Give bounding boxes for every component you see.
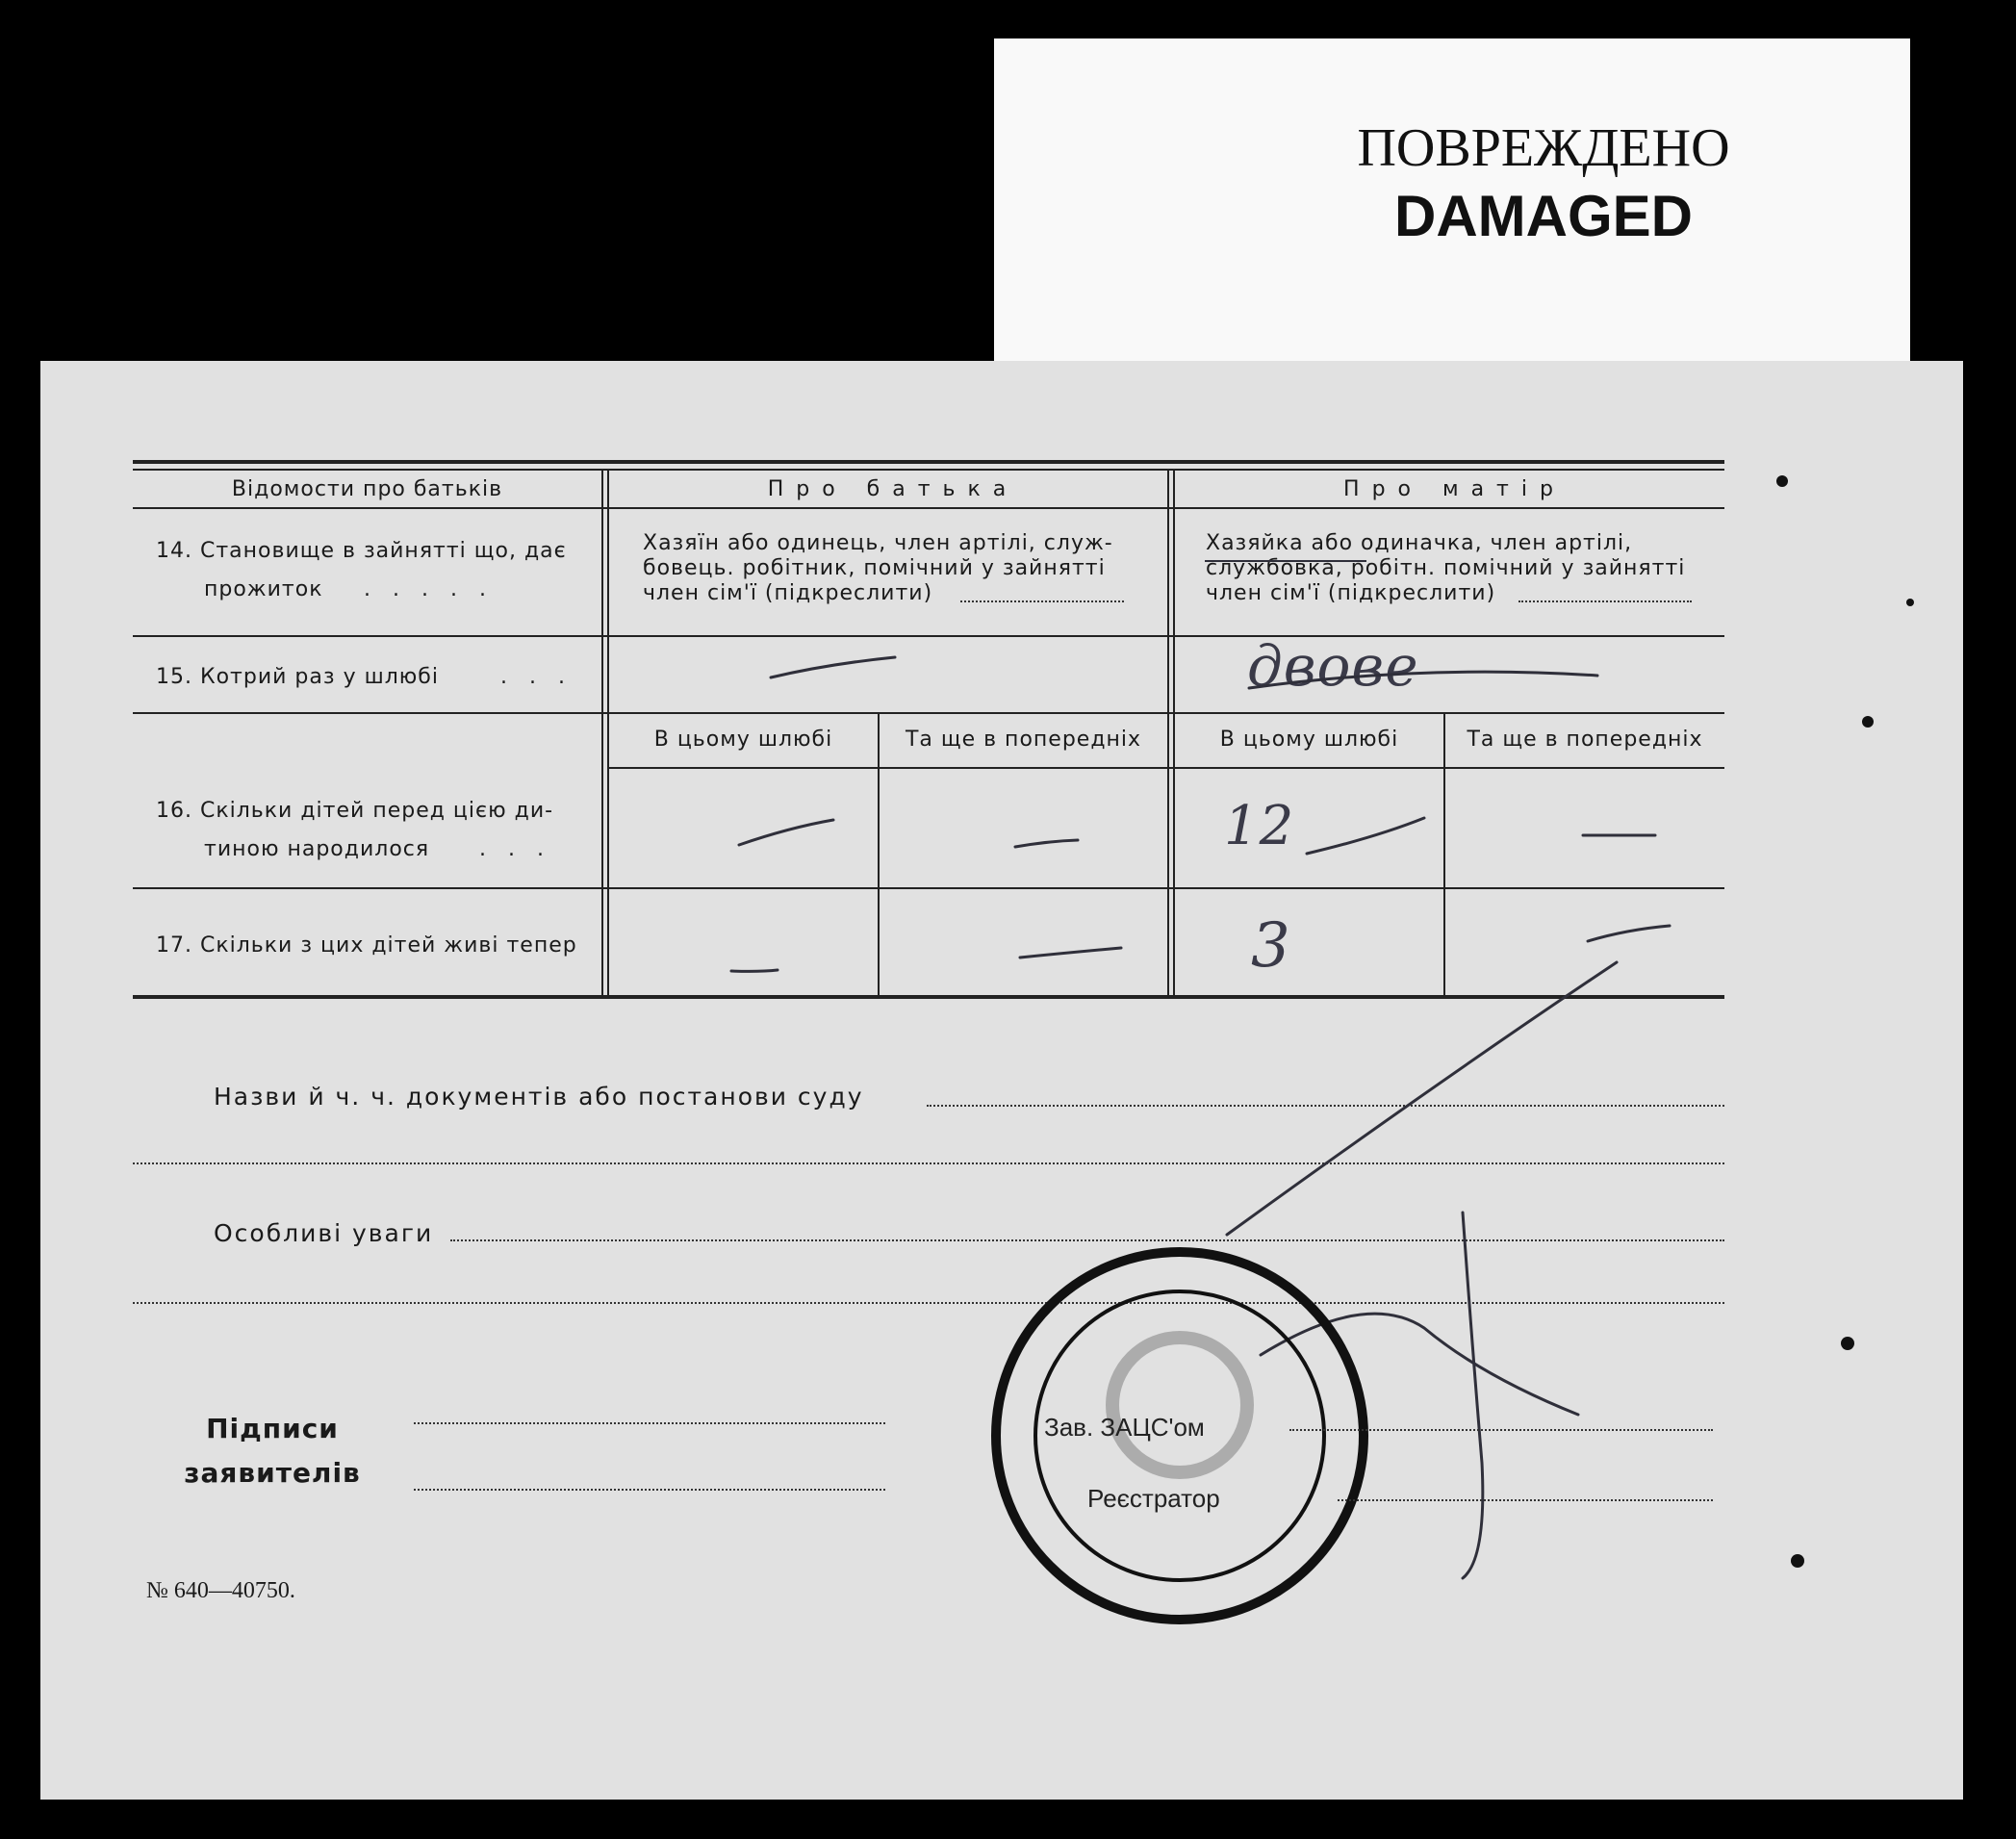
registrar-label: Реєстратор (1087, 1484, 1220, 1513)
mother-split-rule (1443, 712, 1445, 996)
notes-line-1 (450, 1239, 1724, 1241)
header-parents-info: Відомости про батьків (231, 477, 503, 501)
table-top-rule-thin (133, 469, 1724, 471)
table-bottom-rule (133, 995, 1724, 999)
row16-label: 16. Скільки дітей перед цією ди- (156, 799, 554, 823)
row15-label-dots: . . . (500, 665, 573, 689)
table-top-rule (133, 460, 1724, 464)
row14-father-line1: Хазяїн або одинець, член артілі, служ- (643, 531, 1113, 555)
documents-line-2 (133, 1162, 1724, 1164)
row16-label-dots: . . . (479, 837, 551, 861)
row14-label-cont: прожиток (204, 577, 323, 601)
row14-father-fill (960, 600, 1124, 602)
signatures-label: Підписи (206, 1413, 339, 1444)
father-previous: Та ще в попередніх (905, 728, 1142, 752)
mother-previous: Та ще в попередніх (1467, 728, 1703, 752)
header-mother: П р о м а т і р (1343, 477, 1556, 501)
row17-label: 17. Скільки з цих дітей живі тепер (156, 933, 577, 958)
father-split-rule (878, 712, 880, 996)
documents-label: Назви й ч. ч. документів або постанови суду (214, 1083, 864, 1111)
row17-mother-value: 3 (1251, 910, 1291, 982)
damaged-label-card (994, 38, 1910, 368)
row16-label-cont: тиною народилося (204, 837, 430, 861)
row15-label: 15. Котрий раз у шлюбі (156, 665, 439, 689)
row14-rule (133, 635, 1724, 637)
signatures-label-cont: заявителів (184, 1457, 361, 1489)
row14-label: 14. Становище в зайнятті що, дає (156, 539, 567, 563)
damaged-label-ru: ПОВРЕЖДЕНО (1357, 118, 1730, 178)
notes-line-2 (133, 1302, 1724, 1304)
row14-mother-line2: службовка, робітн. помічний у зайнятті (1206, 556, 1686, 580)
header-rule (133, 507, 1724, 509)
row14-mother-line1: Хазяйка або одиначка, член артілі, (1206, 531, 1633, 555)
row14-label-dots: . . . . . (364, 577, 494, 601)
row15-rule (133, 712, 1724, 714)
notes-label: Особливі уваги (214, 1219, 434, 1247)
row14-father-line2: бовець. робітник, помічний у зайнятті (643, 556, 1106, 580)
head-registrar-label: Зав. ЗАЦС'ом (1044, 1413, 1205, 1442)
applicant-signature-line-2 (414, 1489, 885, 1491)
row14-father-line3: член сім'ї (підкреслити) (643, 581, 933, 605)
head-signature-line (1289, 1429, 1713, 1431)
col1-rule-a (601, 469, 603, 996)
father-this-marriage: В цьому шлюбі (653, 728, 833, 752)
applicant-signature-line-1 (414, 1422, 885, 1424)
row14-mother-line3: член сім'ї (підкреслити) (1206, 581, 1496, 605)
row16-mother-value: 12 (1224, 795, 1295, 857)
documents-line-1 (927, 1105, 1724, 1107)
registrar-signature-line (1338, 1499, 1713, 1501)
mother-this-marriage: В цьому шлюбі (1219, 728, 1399, 752)
row15-mother-value: двове (1247, 633, 1419, 699)
record-sheet (40, 361, 1963, 1800)
col2-rule-a (1167, 469, 1169, 996)
header-father: П р о б а т ь к а (767, 477, 1009, 501)
row14-mother-fill (1518, 600, 1692, 602)
form-number: № 640—40750. (146, 1578, 295, 1603)
row16-rule (133, 887, 1724, 889)
damaged-label-en: DAMAGED (1394, 184, 1693, 248)
